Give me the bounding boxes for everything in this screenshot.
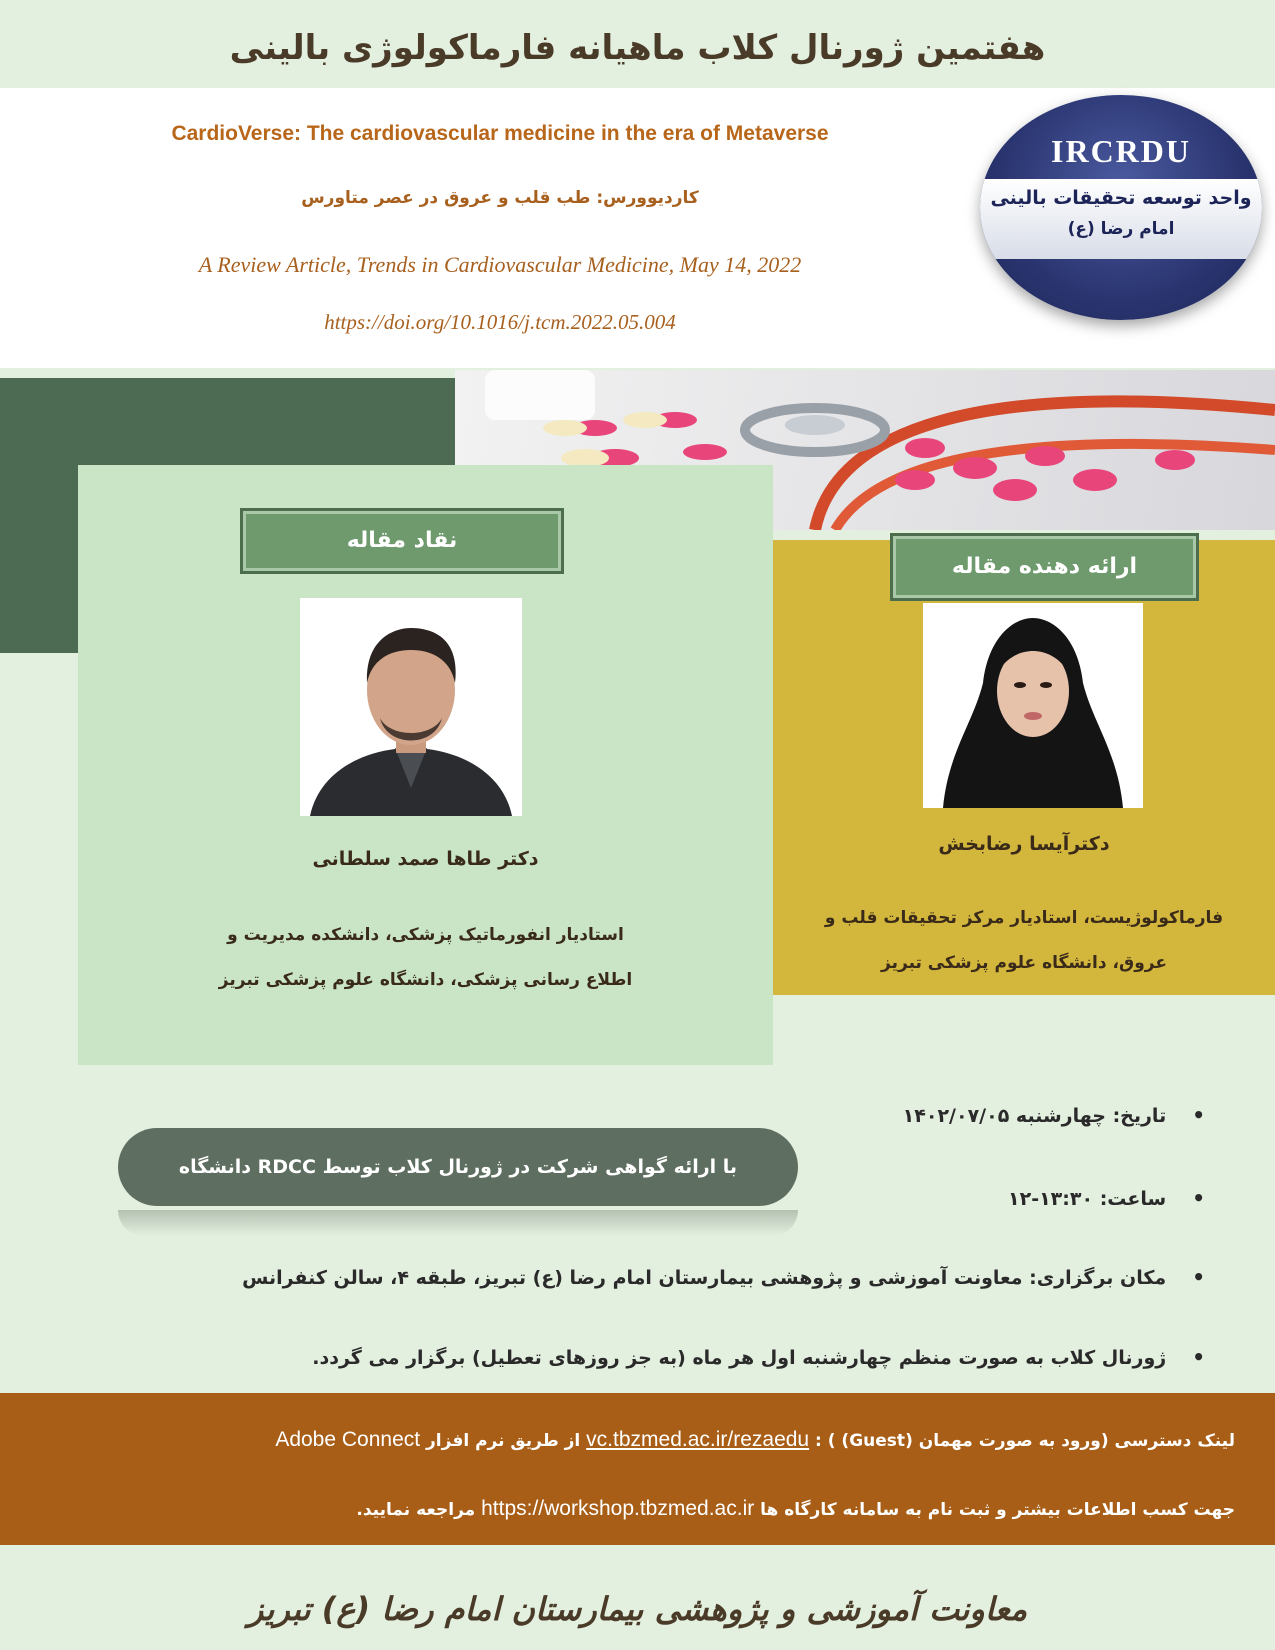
critic-affiliation-line-1: استادیار انفورماتیک پزشکی، دانشکده مدیریت و xyxy=(227,925,624,945)
ircrdu-logo xyxy=(980,95,1262,320)
workshop-link[interactable]: https://workshop.tbzmed.ac.ir xyxy=(481,1497,755,1520)
doi-link[interactable]: https://doi.org/10.1016/j.tcm.2022.05.004 xyxy=(324,310,676,334)
detail-time: • ساعت: ۱۳:۳۰-۱۲ xyxy=(1008,1186,1205,1210)
critic-label: نقاد مقاله xyxy=(240,508,564,574)
presenter-affiliation-line-1: فارماکولوژیست، استادیار مرکز تحقیقات قلب و xyxy=(824,908,1224,928)
detail-date: • تاریخ: چهارشنبه ۱۴۰۲/۰۷/۰۵ xyxy=(903,1103,1205,1127)
presenter-name: دکترآیسا رضابخش xyxy=(938,833,1110,855)
journal-citation: A Review Article, Trends in Cardiovascular Medicine, May 14, 2022 xyxy=(198,252,802,277)
logo-abbreviation: IRCRDU xyxy=(1051,133,1191,169)
detail-schedule: • ژورنال کلاب به صورت منظم چهارشنبه اول هر ماه (به جز روزهای تعطیل) برگزار می گردد. xyxy=(312,1345,1205,1369)
access-prefix: لینک دسترسی (ورود به صورت مهمان (Guest) ) : xyxy=(815,1431,1235,1451)
workshop-prefix: جهت کسب اطلاعات بیشتر و ثبت نام به سامانه کارگاه ها xyxy=(760,1500,1235,1520)
critic-name: دکتر طاها صمد سلطانی xyxy=(312,848,539,870)
critic-affiliation-line-2: اطلاع رسانی پزشکی، دانشگاه علوم پزشکی تبریز xyxy=(218,970,633,990)
article-title-english: CardioVerse: The cardiovascular medicine in the era of Metaverse xyxy=(171,122,829,145)
presenter-label: ارائه دهنده مقاله xyxy=(890,533,1199,601)
presenter-portrait xyxy=(923,603,1143,808)
workshop-suffix: مراجعه نمایید. xyxy=(356,1500,476,1520)
access-line-2 xyxy=(356,1497,1235,1521)
poster-title: هفتمین ژورنال کلاب ماهیانه فارماکولوژی بالینی xyxy=(229,28,1046,68)
detail-place: • مکان برگزاری: معاونت آموزشی و پژوهشی بیمارستان امام رضا (ع) تبریز، طبقه ۴، سالن کنفرانس xyxy=(242,1265,1205,1289)
access-info-band xyxy=(0,1393,1275,1545)
logo-line-2: امام رضا (ع) xyxy=(1067,219,1175,239)
footer-organizer: معاونت آموزشی و پژوهشی بیمارستان امام رضا (ع) تبریز xyxy=(247,1590,1028,1628)
presenter-affiliation-line-2: عروق، دانشگاه علوم پزشکی تبریز xyxy=(881,953,1167,973)
access-line-1 xyxy=(275,1428,1235,1452)
software-name: Adobe Connect xyxy=(275,1428,421,1451)
certificate-notice: با ارائه گواهی شرکت در ژورنال کلاب توسط RDCC دانشگاه xyxy=(118,1128,798,1206)
article-title-persian: کاردیوورس: طب قلب و عروق در عصر متاورس xyxy=(301,188,699,208)
certificate-reflection xyxy=(118,1210,798,1236)
access-middle: از طریق نرم افزار xyxy=(426,1431,581,1451)
critic-portrait xyxy=(300,598,522,816)
logo-line-1: واحد توسعه تحقیقات بالینی xyxy=(990,187,1252,209)
vc-link[interactable]: vc.tbzmed.ac.ir/rezaedu xyxy=(586,1428,810,1451)
